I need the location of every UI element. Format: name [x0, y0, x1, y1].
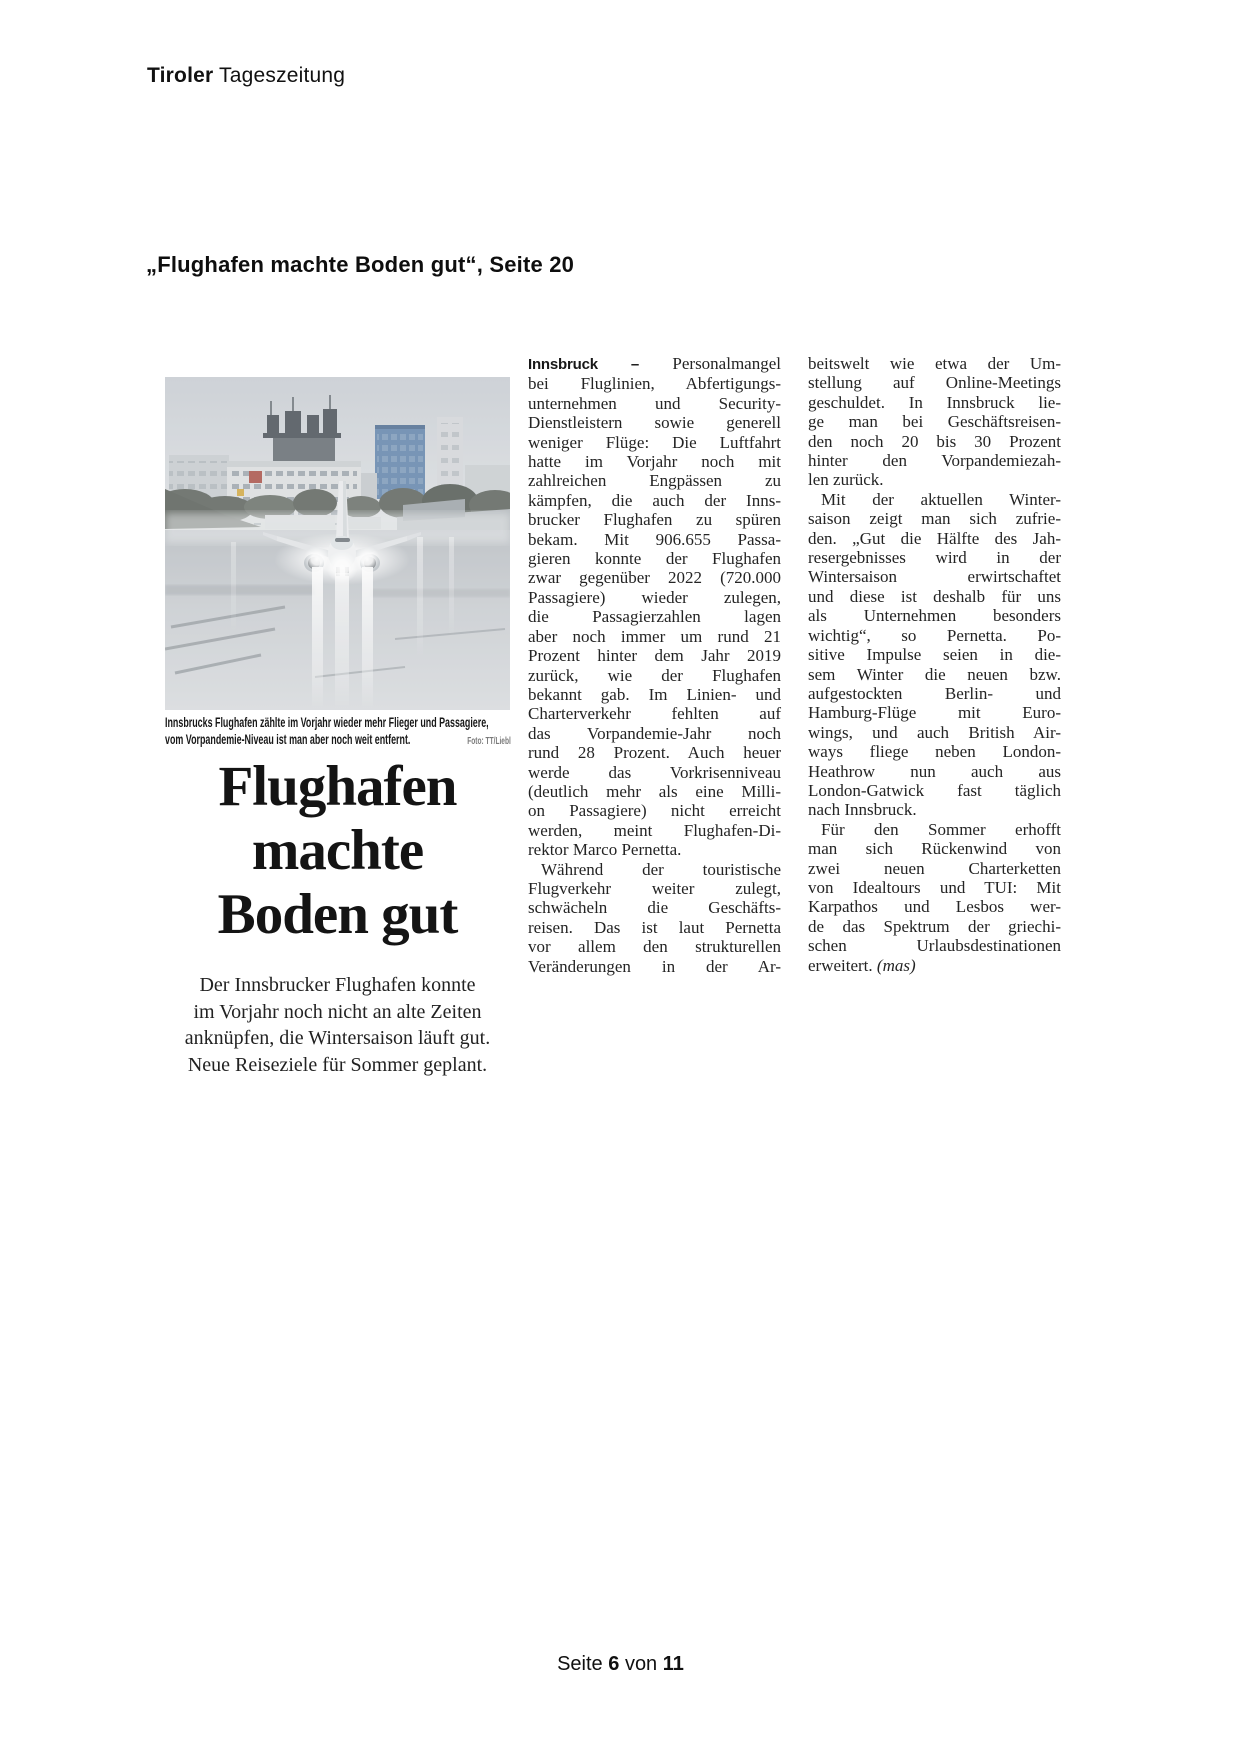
- text-line: rund 28 Prozent. Auch heuer: [528, 743, 781, 763]
- text-line: im Vorjahr noch nicht an alte Zeiten: [193, 1000, 482, 1023]
- text-line: bekannt gab. Im Linien- und: [528, 684, 781, 704]
- text-line: wings, und auch British Air-: [808, 722, 1061, 742]
- airplane-runway-photo: [165, 377, 510, 710]
- text-line: resergebnisses wird in der: [808, 548, 1061, 568]
- text-line: Während der touristische: [541, 859, 781, 879]
- text-line: Neue Reiseziele für Sommer geplant.: [187, 1053, 488, 1076]
- footer-page-number: 6: [608, 1653, 620, 1675]
- text-line: Für den Sommer erhofft: [821, 819, 1061, 839]
- text-line: Veränderungen in der Ar-: [528, 956, 781, 976]
- text-line: die Passagierzahlen lagen: [528, 607, 781, 627]
- text-line: saison zeigt man sich zufrie-: [808, 509, 1061, 529]
- text-line: len zurück.: [808, 470, 884, 490]
- text-line: ways fliege neben London-: [808, 742, 1061, 762]
- text-line: Prozent hinter dem Jahr 2019: [528, 646, 781, 666]
- text-line: hinter den Vorpandemiezah-: [808, 451, 1061, 471]
- text-line: Mit der aktuellen Winter-: [821, 489, 1061, 509]
- text-line: Heathrow nun auch aus: [808, 761, 1061, 781]
- page-footer: [0, 1653, 1241, 1676]
- text-line: Charterverkehr fehlten auf: [528, 704, 781, 724]
- masthead-regular: Tageszeitung: [213, 64, 346, 87]
- text-line: weniger Flüge: Die Luftfahrt: [528, 432, 781, 452]
- text-line: sem Winter die neuen bzw.: [808, 664, 1061, 684]
- text-line: anknüpfen, die Wintersaison läuft gut.: [184, 1027, 491, 1049]
- text-line: Der Innsbrucker Flughafen konnte: [199, 974, 476, 996]
- photo-credit: Foto: TT/Liebl: [467, 735, 511, 747]
- text-line: erweitert. (mas): [808, 955, 916, 975]
- text-line: zahlreichen Engpässen zu: [528, 471, 781, 491]
- text-line: den noch 20 bis 30 Prozent: [808, 431, 1061, 451]
- text-line: nach Innsbruck.: [808, 800, 917, 820]
- text-line: aufgestockten Berlin- und: [808, 683, 1061, 703]
- text-line: von Idealtours und TUI: Mit: [808, 877, 1061, 897]
- text-line: reisen. Das ist laut Pernetta: [528, 917, 781, 937]
- text-line: ge man bei Geschäftsreisen-: [808, 412, 1061, 432]
- text-line: rektor Marco Pernetta.: [528, 840, 682, 860]
- text-line: Passagiere) wieder zulegen,: [528, 587, 781, 607]
- caption-text: vom Vorpandemie-Niveau ist man aber noch weit entfernt.: [165, 731, 411, 747]
- text-line: man sich Rückenwind von: [808, 839, 1061, 859]
- text-line: gieren konnte der Flughafen: [528, 549, 781, 569]
- text-line: und diese ist deshalb für uns: [808, 586, 1061, 606]
- text-line: Flugverkehr weiter zulegt,: [528, 878, 781, 898]
- footer-total-pages: 11: [662, 1653, 684, 1675]
- article-lead: [150, 972, 525, 1078]
- caption-line: [165, 732, 511, 751]
- headline-line: Boden gut: [217, 883, 458, 946]
- text-line: brucker Flughafen zu spüren: [528, 510, 781, 530]
- text-line: werden, meint Flughafen-Di-: [528, 820, 781, 840]
- article-column-1: [528, 354, 781, 976]
- text-line: Hamburg-Flüge mit Euro-: [808, 703, 1061, 723]
- text-line: werde das Vorkrisenniveau: [528, 762, 781, 782]
- text-line: geschuldet. In Innsbruck lie-: [808, 392, 1061, 412]
- text-line: stellung auf Online-Meetings: [808, 373, 1061, 393]
- text-line: bei Fluglinien, Abfertigungs-: [528, 374, 781, 394]
- text-line: als Unternehmen besonders: [808, 606, 1061, 626]
- text-line: kämpfen, die auch der Inns-: [528, 490, 781, 510]
- text-line: London-Gatwick fast täglich: [808, 780, 1061, 800]
- clip-headline: „Flughafen machte Boden gut“, Seite 20: [146, 252, 575, 277]
- text-line: das Vorpandemie-Jahr noch: [528, 723, 781, 743]
- caption-line: Innsbrucks Flughafen zählte im Vorjahr wieder mehr Flieger und Passagiere,: [165, 715, 489, 730]
- text-line: Wintersaison erwirtschaftet: [808, 567, 1061, 587]
- text-line: zwei neuen Charterketten: [808, 858, 1061, 878]
- text-line: schwächeln die Geschäfts-: [528, 898, 781, 918]
- text-line: Dienstleistern sowie generell: [528, 413, 781, 433]
- text-line: vor allem den strukturellen: [528, 937, 781, 957]
- text-line: Karpathos und Lesbos wer-: [808, 897, 1061, 917]
- text-line: zwar gegenüber 2022 (720.000: [528, 568, 781, 588]
- text-line: de das Spektrum der griechi-: [808, 916, 1061, 936]
- text-line: on Passagiere) nicht erreicht: [528, 801, 781, 821]
- text-line: bekam. Mit 906.655 Passa-: [528, 529, 781, 549]
- footer-label: Seite: [557, 1653, 603, 1675]
- text-line: schen Urlaubsdestinationen: [808, 936, 1061, 956]
- text-line: zurück, wie der Flughafen: [528, 665, 781, 685]
- photo-caption: [165, 715, 511, 750]
- footer-of: von: [624, 1653, 658, 1675]
- text-line: (deutlich mehr als eine Milli-: [528, 781, 781, 801]
- headline-line: Flughafen: [218, 755, 457, 818]
- article-column-2: [808, 354, 1061, 975]
- headline-line: machte: [251, 819, 424, 882]
- text-line: sitive Impulse seien in die-: [808, 645, 1061, 665]
- article-headline: [150, 755, 525, 947]
- text-line: den. „Gut die Hälfte des Jah-: [808, 528, 1061, 548]
- masthead: [147, 64, 345, 88]
- text-line: hatte im Vorjahr noch mit: [528, 452, 781, 472]
- text-line: wichtig“, so Pernetta. Po-: [808, 625, 1061, 645]
- text-line: Innsbruck – Personalmangel: [528, 354, 781, 373]
- text-line: unternehmen und Security-: [528, 393, 781, 413]
- text-line: aber noch immer um rund 21: [528, 626, 781, 646]
- masthead-bold: Tiroler: [147, 64, 214, 87]
- text-line: beitswelt wie etwa der Um-: [808, 354, 1061, 373]
- article-photo: [165, 377, 510, 710]
